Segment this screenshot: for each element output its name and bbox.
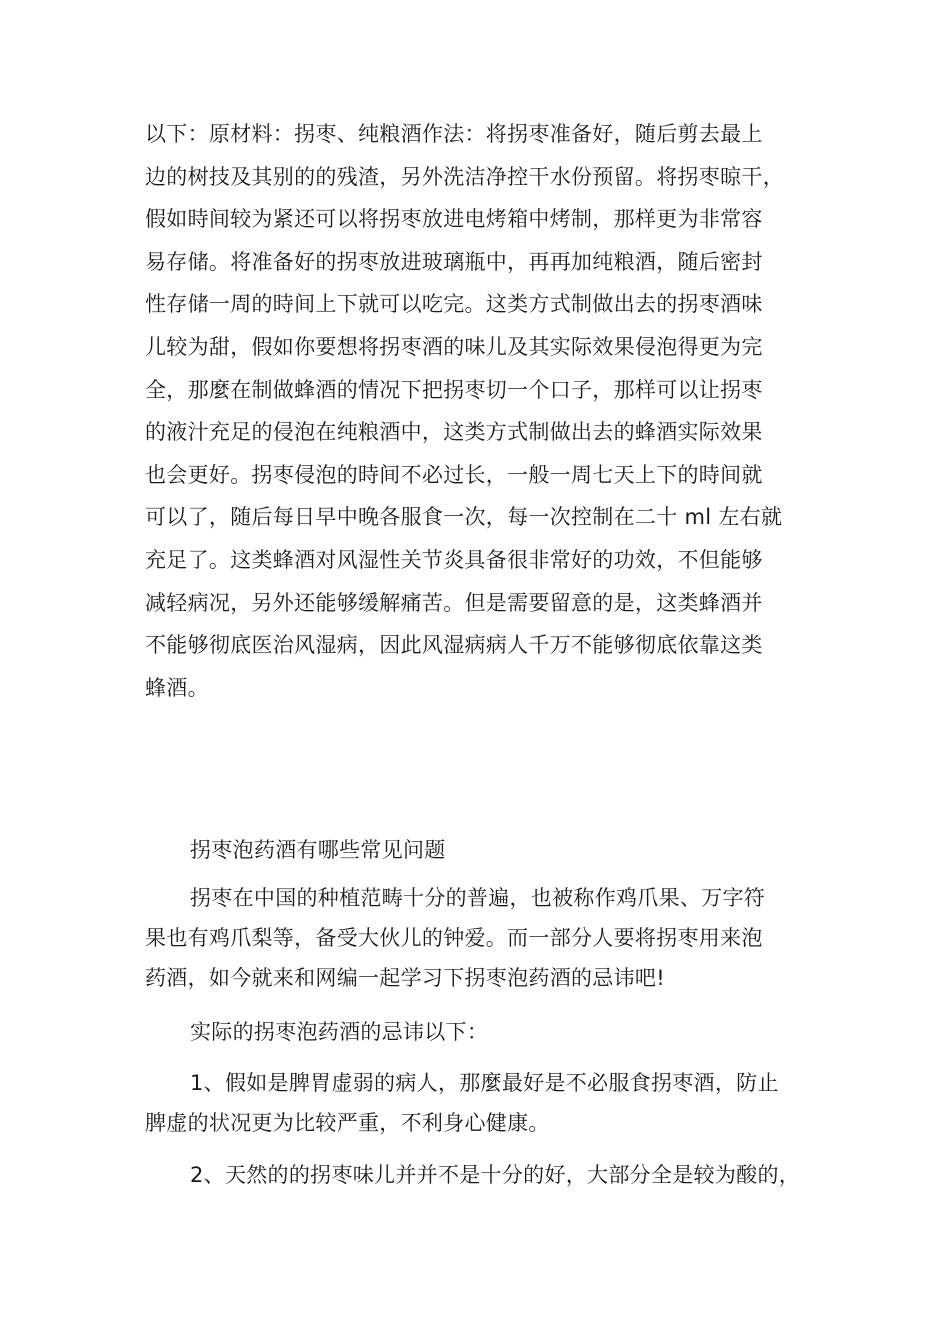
text-line: 实际的拐枣泡药酒的忌讳以下： xyxy=(190,1020,489,1044)
list-item-1 xyxy=(145,1063,805,1143)
text-line: 边的树技及其别的的残渣，另外洗洁净控干水份预留。将拐枣晾干， xyxy=(145,164,784,189)
text-line: 减轻病况，另外还能够缓解痛苦。但是需要留意的是，这类蜂酒并 xyxy=(145,590,763,615)
section-paragraph-2 xyxy=(145,1012,805,1052)
text-line: 充足了。这类蜂酒对风湿性关节炎具备很非常好的功效，不但能够 xyxy=(145,547,763,572)
section-paragraph-1 xyxy=(145,878,805,998)
text-line: 2、天然的的拐枣味儿并并不是十分的好，大部分全是较为酸的， xyxy=(190,1163,801,1187)
section-heading: 拐枣泡药酒有哪些常见问题 xyxy=(190,838,446,862)
text-line: 可以了，随后每日早中晚各服食一次，每一次控制在二十 ml 左右就 xyxy=(145,505,783,530)
text-line: 不能够彻底医治风湿病，因此风湿病病人千万不能够彻底依靠这类 xyxy=(145,633,763,658)
text-line: 拐枣在中国的种植范畴十分的普遍，也被称作鸡爪果、万字符 xyxy=(190,886,766,910)
intro-paragraph xyxy=(145,113,805,709)
text-line: 也会更好。拐枣侵泡的時间不必过长，一般一周七天上下的時间就 xyxy=(145,462,763,487)
list-item-2 xyxy=(145,1155,805,1195)
text-line: 假如時间较为紧还可以将拐枣放进电烤箱中烤制，那样更为非常容 xyxy=(145,207,763,232)
text-line: 儿较为甜，假如你要想将拐枣酒的味儿及其实际效果侵泡得更为完 xyxy=(145,334,763,359)
text-line: 蜂酒。 xyxy=(145,675,209,700)
text-line: 1、假如是脾胃虚弱的病人，那麼最好是不必服食拐枣酒，防止 xyxy=(190,1071,779,1095)
text-line: 药酒，如今就来和网编一起学习下拐枣泡药酒的忌讳吧! xyxy=(145,966,665,990)
text-line: 易存储。将准备好的拐枣放进玻璃瓶中，再再加纯粮酒，随后密封 xyxy=(145,249,763,274)
text-line: 果也有鸡爪梨等，备受大伙儿的钟爱。而一部分人要将拐枣用来泡 xyxy=(145,926,763,950)
text-line: 的液汁充足的侵泡在纯粮酒中，这类方式制做出去的蜂酒实际效果 xyxy=(145,420,763,445)
text-line: 性存储一周的時间上下就可以吃完。这类方式制做出去的拐枣酒味 xyxy=(145,292,763,317)
text-line: 脾虚的状况更为比较严重，不利身心健康。 xyxy=(145,1111,550,1135)
text-line: 以下：原材料：拐枣、纯粮酒作法：将拐枣准备好，随后剪去最上 xyxy=(145,122,763,146)
text-line: 全，那麼在制做蜂酒的情况下把拐枣切一个口子，那样可以让拐枣 xyxy=(145,377,763,402)
